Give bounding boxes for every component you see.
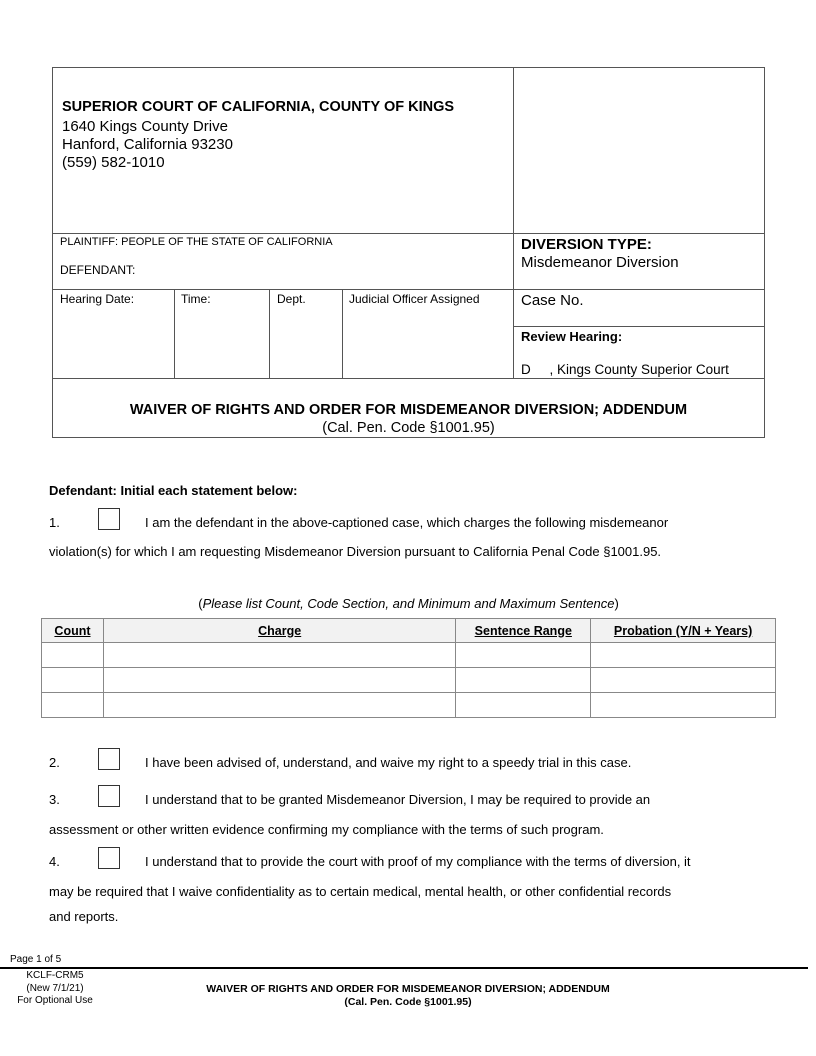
charge-cell[interactable]	[103, 643, 455, 668]
diversion-type-label: DIVERSION TYPE:	[521, 236, 652, 253]
list-note	[41, 596, 776, 611]
hearing-divider-1	[174, 289, 175, 378]
case-no-label: Case No.	[521, 292, 584, 309]
hearing-divider-2	[269, 289, 270, 378]
item4-initial-box[interactable]	[98, 847, 120, 869]
item1-line1: I am the defendant in the above-captioned case, which charges the following misdemeanor	[145, 515, 669, 530]
sentence-cell[interactable]	[456, 643, 591, 668]
caption-hline-2	[52, 289, 765, 290]
item4-line2: may be required that I waive confidentiality as to certain medical, mental health, or other confidential records	[49, 884, 672, 899]
court-address-line2: Hanford, California 93230	[62, 136, 233, 153]
item1-line2: violation(s) for which I am requesting Misdemeanor Diversion pursuant to California Penal Code §1001.95.	[49, 544, 662, 559]
item1-number: 1.	[49, 515, 60, 530]
footer-form-date: (New 7/1/21)	[26, 983, 84, 994]
caption-hline-case	[513, 326, 765, 327]
table-row	[42, 668, 776, 693]
table-row	[42, 693, 776, 718]
hearing-divider-3	[342, 289, 343, 378]
instruction-heading: Defendant: Initial each statement below:	[49, 483, 298, 498]
footer-rule	[0, 967, 808, 969]
item4-line3: and reports.	[49, 909, 119, 924]
caption-hline-3	[52, 378, 765, 379]
col-count-header: Count	[42, 619, 104, 643]
court-name: SUPERIOR COURT OF CALIFORNIA, COUNTY OF KINGS	[62, 99, 455, 115]
charges-table	[41, 618, 776, 718]
item1-initial-box[interactable]	[98, 508, 120, 530]
sentence-cell[interactable]	[456, 693, 591, 718]
review-hearing-label: Review Hearing:	[521, 329, 623, 344]
item3-line1: I understand that to be granted Misdemeanor Diversion, I may be required to provide an	[145, 792, 651, 807]
item3-initial-box[interactable]	[98, 785, 120, 807]
footer-title: WAIVER OF RIGHTS AND ORDER FOR MISDEMEANOR DIVERSION; ADDENDUM	[206, 983, 610, 995]
plaintiff-label: PLAINTIFF: PEOPLE OF THE STATE OF CALIFORNIA	[60, 236, 333, 248]
count-cell[interactable]	[42, 693, 104, 718]
item3-number: 3.	[49, 792, 60, 807]
item3-line2: assessment or other written evidence confirming my compliance with the terms of such program.	[49, 822, 604, 837]
item2-initial-box[interactable]	[98, 748, 120, 770]
item2-number: 2.	[49, 755, 60, 770]
item2-text: I have been advised of, understand, and waive my right to a speedy trial in this case.	[145, 755, 632, 770]
court-phone: (559) 582-1010	[62, 154, 165, 171]
col-charge-header: Charge	[103, 619, 455, 643]
charge-cell[interactable]	[103, 668, 455, 693]
count-cell[interactable]	[42, 668, 104, 693]
table-row	[42, 643, 776, 668]
dept-label: Dept.	[277, 292, 306, 306]
list-note-text: Please list Count, Code Section, and Minimum and Maximum Sentence	[202, 596, 615, 611]
col-sentence-header: Sentence Range	[456, 619, 591, 643]
diversion-type-value: Misdemeanor Diversion	[521, 254, 679, 271]
item4-line1: I understand that to provide the court with proof of my compliance with the terms of diversion, it	[145, 854, 691, 869]
sentence-cell[interactable]	[456, 668, 591, 693]
judicial-officer-label: Judicial Officer Assigned	[349, 292, 480, 306]
charges-table-header	[42, 619, 776, 643]
probation-cell[interactable]	[591, 693, 776, 718]
list-note-open: (	[198, 596, 203, 611]
caption-vertical-divider	[513, 67, 514, 378]
time-label: Time:	[181, 292, 211, 306]
item4-number: 4.	[49, 854, 60, 869]
probation-cell[interactable]	[591, 668, 776, 693]
page-number: Page 1 of 5	[10, 954, 62, 965]
review-hearing-line: D , Kings County Superior Court	[521, 362, 729, 377]
form-title: WAIVER OF RIGHTS AND ORDER FOR MISDEMEANOR DIVERSION; ADDENDUM	[129, 402, 688, 418]
defendant-label: DEFENDANT:	[60, 263, 136, 277]
count-cell[interactable]	[42, 643, 104, 668]
footer-form-use: For Optional Use	[17, 995, 93, 1006]
footer-form-code: KCLF-CRM5	[26, 970, 84, 981]
probation-cell[interactable]	[591, 643, 776, 668]
footer-subtitle: (Cal. Pen. Code §1001.95)	[344, 996, 472, 1008]
list-note-close: )	[614, 596, 619, 611]
caption-hline-1	[52, 233, 765, 234]
hearing-date-label: Hearing Date:	[60, 292, 135, 306]
col-probation-header: Probation (Y/N + Years)	[591, 619, 776, 643]
charge-cell[interactable]	[103, 693, 455, 718]
form-subtitle: (Cal. Pen. Code §1001.95)	[322, 420, 495, 436]
court-address-line1: 1640 Kings County Drive	[62, 118, 228, 135]
